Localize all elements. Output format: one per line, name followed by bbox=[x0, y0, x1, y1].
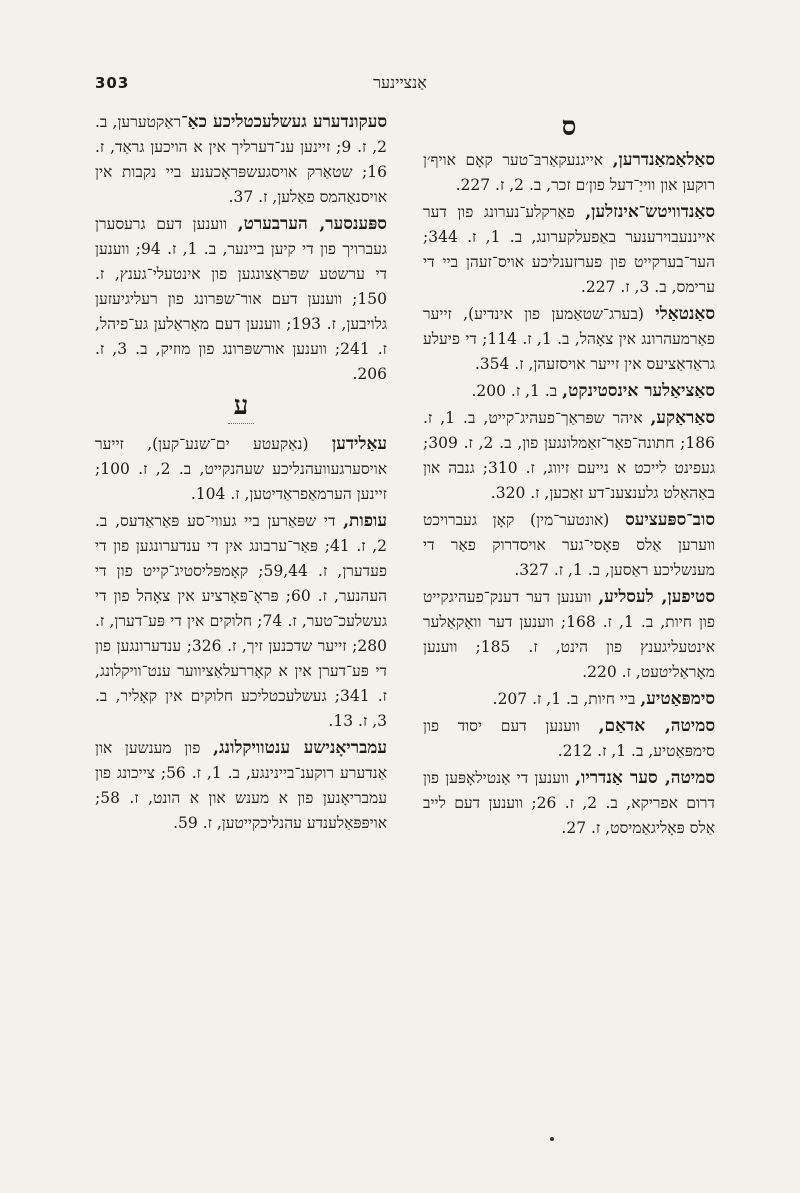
section-letter-samekh: ס bbox=[561, 112, 577, 142]
entry-text: ווענען דעם יסוד פון סימפּאַטיע, ב. 1, ז. 212. bbox=[423, 717, 715, 760]
entry-text: ראַקטערען, ב. 2, ז. 9; זיינען ענ־דערליך אין א הויכען גראַד, ז. 16; שטאַרק אויסגעשפּראָכענע ביי נקבות אין אויסנאַהמס פאַלען, ז. 37. bbox=[95, 113, 388, 206]
entry-head: עאַלידען bbox=[331, 434, 387, 454]
entry-text: (אונטער־מין) קאָן געברויכט ווערען אַלס פּאָסי־גער אויסדרוק פאַר די מענשליכע ראַסען, ב. 1, ז. 327. bbox=[423, 511, 715, 579]
index-columns bbox=[95, 110, 715, 1140]
index-entry bbox=[423, 406, 715, 506]
entry-head: סעקונדערע געשלעכטליכע כאַ־ bbox=[181, 112, 387, 132]
entry-head: סאַציאַלער אינסטינקט, bbox=[562, 381, 715, 401]
entry-text: איהר שפּראַך־פעהיג־קייט, ב. 1, ז. 186; חתונה־פאַר־זאַמלונגען פון, ב. 2, ז. 309; געפינט לייכט א נייעם זיווג, ז. 310; גנבה און באַהאַלט גלענצענ־דע זאַכען, ז. 320. bbox=[423, 409, 715, 502]
index-entry bbox=[423, 302, 715, 377]
entry-text: די שפּאַרען ביי געווי־סע פּאַראַדעס, ב. 2, ז. 41; פּאַר־ערבונג אין די ענדערונגען פון די פעדערן, ז. 59,44; קאָמפּליסטיג־קייט פון די העהנער, ז. 60; פּראָ־פּאָרציע אין צאָהל פון די געשלעכ־טער, ז. 74; חלוקים אין די פּע־דערן, ז. 280; זייער שדכנען זיך, ז. 326; ענדערונגען פון די פּע־דערן אין א קאָררעלאַציווער ענט־וויקלונג, ז. 341; געשלעכטליכע חלוקים אין קאָליר, ב. 3, ז. 13. bbox=[95, 512, 388, 730]
entry-head: סמיטה, אדאַם, bbox=[598, 716, 715, 736]
entry-text: ב. 1, ז. 200. bbox=[471, 382, 563, 400]
entry-head: ספּענסער, הערבערט, bbox=[237, 214, 387, 234]
entry-text: פאַרקלע־נערונג פון דער אייננעבוירענער באַפעלקערונג, ב. 1, ז. 344; הער־בערקייט פון פערזענליכע אויס־זעהן ביי די ערימס, ב. 3, ז. 227. bbox=[423, 203, 716, 296]
entry-head: עמבריאָנישע ענטוויקלונג, bbox=[213, 738, 387, 758]
section-letter-ayin: ע bbox=[233, 391, 249, 421]
entry-head: סאַנטאַלי bbox=[655, 304, 715, 324]
index-entry bbox=[95, 432, 387, 507]
entry-head: סמיטה, סער אַנדריו, bbox=[575, 768, 715, 788]
entry-text: (בערג־שטאַמען פון אינדיע), זייער פאַרמעהרונג אין צאָהל, ב. 1, ז. 114; די פיעלע גראַדאַציעס אין זייער אויסזעהן, ז. 354. bbox=[423, 305, 715, 373]
entry-text: ווענען די אַנטילאָפּען פון דרום אפריקא, ב. 2, ז. 26; ווענען דעם לייב אַלס פּאָליגאַמיסט, ז. 27. bbox=[423, 769, 715, 837]
index-entry bbox=[95, 509, 387, 734]
entry-head: סימפּאַטיע, bbox=[640, 689, 715, 709]
index-entry bbox=[423, 200, 715, 300]
letter-divider bbox=[228, 423, 254, 424]
running-head: אַנציינער bbox=[373, 73, 427, 92]
entry-head: סאַנדוויטש־אינזלען, bbox=[585, 202, 715, 222]
index-entry bbox=[423, 714, 715, 764]
page-number: 303 bbox=[95, 74, 130, 92]
page-header bbox=[95, 70, 705, 100]
index-entry bbox=[423, 379, 715, 404]
index-entry bbox=[95, 212, 387, 387]
entry-text: אייגנעקאַרבּ־טער קאָם אויף׳ן רוקען און ווייַ־דעל פון׳ם זכר, ב. 2, ז. 227. bbox=[423, 151, 715, 194]
entry-head: סוב־ספּעציעס bbox=[625, 510, 715, 530]
entry-head: סאַראַקע, bbox=[650, 408, 715, 428]
index-entry bbox=[423, 508, 715, 583]
entry-head: עופות, bbox=[343, 511, 387, 531]
index-entry bbox=[423, 585, 715, 685]
index-entry bbox=[95, 736, 387, 836]
entry-text: ווענען דער דענק־פעהיגקייט פון חיות, ב. 1, ז. 168; ווענען דער וואָקאַלער אינטעליגענץ פון הינט, ז. 185; ווענען מאָראַליטעט, ז. 220. bbox=[423, 588, 715, 681]
entry-head: סאַלאַמאַנדרען, bbox=[612, 150, 715, 170]
entry-text: פון מענשען און אַנדערע רוקענ־ביינינגע, ב. 1, ז. 56; צייכונג פון עמבריאָנען פון א מענש און א הונט, ז. 58; אויפּפּאַלענדע עהנליכקייטען, ז. 59. bbox=[95, 739, 388, 832]
index-entry bbox=[423, 148, 715, 198]
right-column bbox=[423, 110, 715, 1140]
index-entry bbox=[95, 110, 387, 210]
entry-head: סטיפען, לעסליע, bbox=[598, 587, 715, 607]
entry-text: (נאַקעטע ים־שנע־קען), זייער אויסערגעוועהנליכע שעהנקייט, ב. 2, ז. 100; זיינען הערמאַפראַדיטען, ז. 104. bbox=[95, 435, 388, 503]
index-entry bbox=[423, 687, 715, 712]
bottom-dot-mark bbox=[550, 1137, 554, 1141]
entry-text: ביי חיות, ב. 1, ז. 207. bbox=[492, 690, 641, 708]
left-column bbox=[95, 110, 387, 1140]
index-entry bbox=[423, 766, 715, 841]
entry-text: ווענען דעם גרעסערן געברויך פון די קיען ביינער, ב. 1, ז. 94; ווענען די ערשטע שפּראַצונגען פון אינטעלי־גענץ, ז. 150; ווענען דעם אור־שפּרונג פון רעליגיעזען גלויבען, ז. 193; ווענען דעם מאָראַלען גע־פיהל, ז. 241; ווענען אורשפּרונג פון מוזיק, ב. 3, ז. 206. bbox=[95, 215, 387, 383]
